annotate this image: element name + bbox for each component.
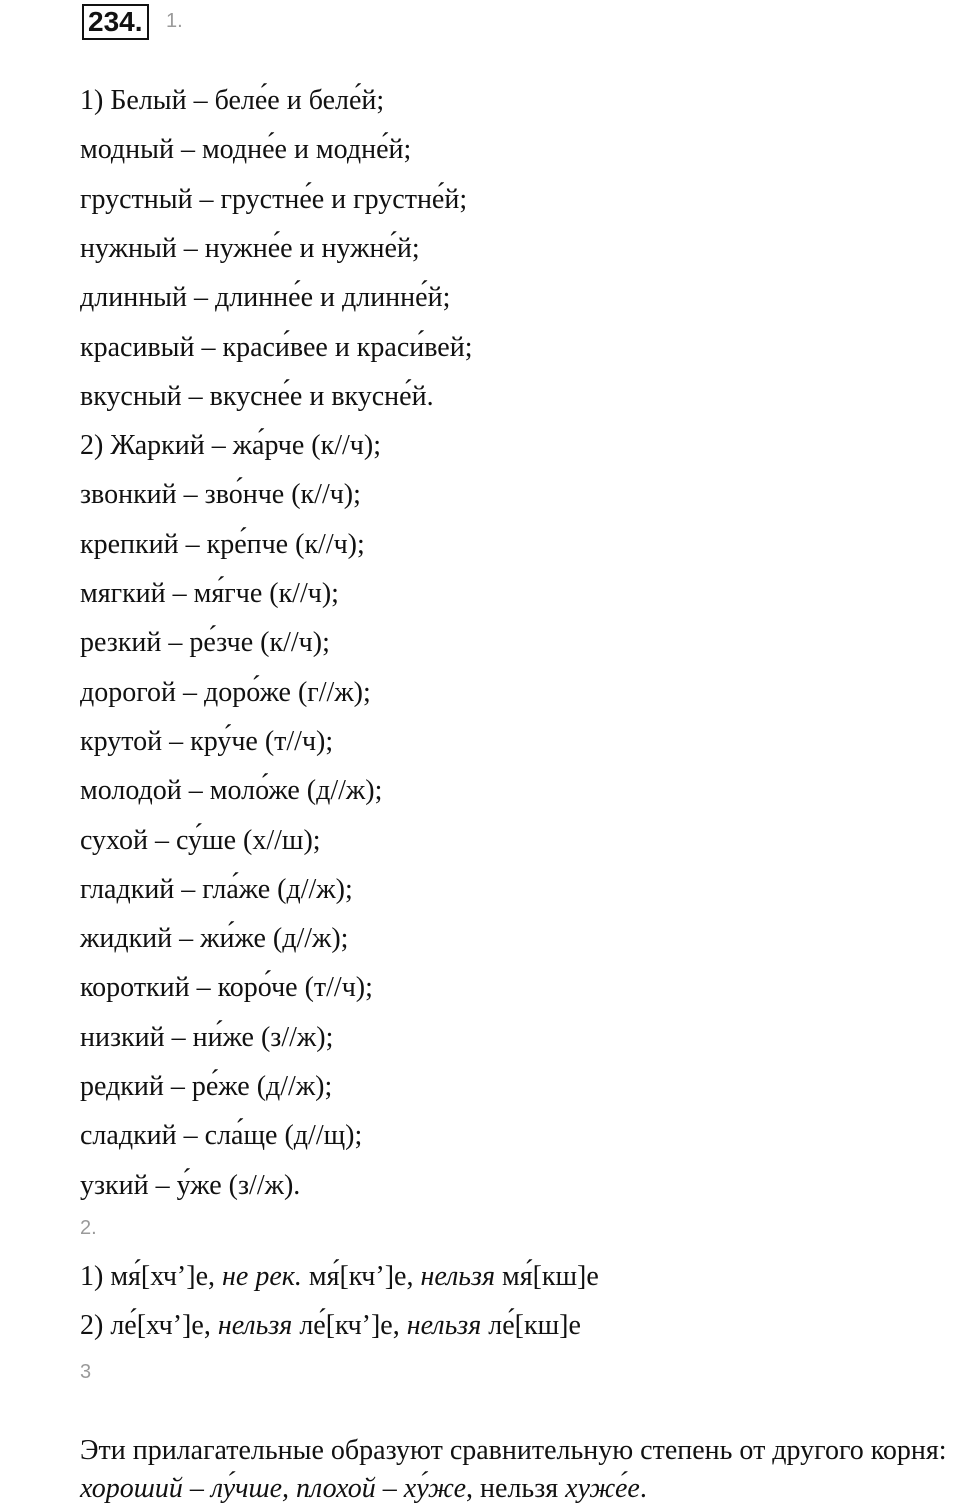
exercise-number: 234. — [82, 4, 149, 40]
italic-segment: хороший – лу́чше, плохой – ху́же — [80, 1473, 467, 1504]
text-segment: . — [639, 1473, 647, 1504]
part1-line: 1) Белый – беле́е и беле́й; — [80, 85, 385, 116]
section-label-3: 3 — [80, 1361, 92, 1383]
part1-line: крепкий – кре́пче (к//ч); — [80, 529, 365, 560]
section-label-2: 2. — [80, 1217, 97, 1239]
part1-line: грустный – грустне́е и грустне́й; — [80, 184, 468, 215]
italic-segment: хуже́е — [565, 1473, 640, 1504]
part2-line-2 — [80, 1309, 581, 1343]
part1-line: звонкий – зво́нче (к//ч); — [80, 479, 361, 510]
italic-segment: нельзя — [420, 1261, 495, 1292]
text-segment: мя́[кш]е — [494, 1261, 599, 1292]
text-segment: мя́[кч’]е, — [301, 1261, 421, 1292]
part1-line: гладкий – гла́же (д//ж); — [80, 874, 353, 905]
part3-paragraph — [80, 1432, 960, 1508]
text-segment: ле́[кч’]е, — [292, 1310, 407, 1341]
text-segment: 1) мя́[хч’]е, — [80, 1261, 223, 1292]
text-segment: 2) ле́[хч’]е, — [80, 1310, 218, 1341]
part1-line: сухой – су́ше (х//ш); — [80, 825, 321, 856]
part1-line: модный – модне́е и модне́й; — [80, 134, 412, 165]
part1-line: 2) Жаркий – жа́рче (к//ч); — [80, 430, 381, 461]
part1-line: узкий – у́же (з//ж). — [80, 1170, 301, 1201]
part1-line: крутой – кру́че (т//ч); — [80, 726, 334, 757]
part1-line: нужный – нужне́е и нужне́й; — [80, 233, 420, 264]
part1-line: длинный – длинне́е и длинне́й; — [80, 282, 451, 313]
part1-line: мягкий – мя́гче (к//ч); — [80, 578, 339, 609]
part1-line: жидкий – жи́же (д//ж); — [80, 923, 349, 954]
part1-line: молодой – моло́же (д//ж); — [80, 775, 383, 806]
part1-line: дорогой – доро́же (г//ж); — [80, 677, 371, 708]
part1-line: резкий – ре́зче (к//ч); — [80, 627, 330, 658]
part1-line: низкий – ни́же (з//ж); — [80, 1022, 334, 1053]
part1-line: редкий – ре́же (д//ж); — [80, 1071, 333, 1102]
text-segment: ле́[кш]е — [481, 1310, 581, 1341]
italic-segment: нельзя — [217, 1310, 293, 1341]
part2-line-1 — [80, 1260, 599, 1294]
italic-segment: не рек. — [222, 1261, 302, 1292]
section-label-1: 1. — [166, 10, 183, 32]
part1-line: вкусный – вкусне́е и вкусне́й. — [80, 381, 434, 412]
part1-line: красивый – краси́вее и краси́вей; — [80, 332, 473, 363]
part1-line: сладкий – сла́ще (д//щ); — [80, 1120, 363, 1151]
part1-line: короткий – коро́че (т//ч); — [80, 972, 373, 1003]
italic-segment: нельзя — [406, 1310, 482, 1341]
text-segment: , нельзя — [466, 1473, 566, 1504]
text-segment: Эти прилагательные образуют сравнительную степень от другого корня: — [80, 1435, 947, 1466]
